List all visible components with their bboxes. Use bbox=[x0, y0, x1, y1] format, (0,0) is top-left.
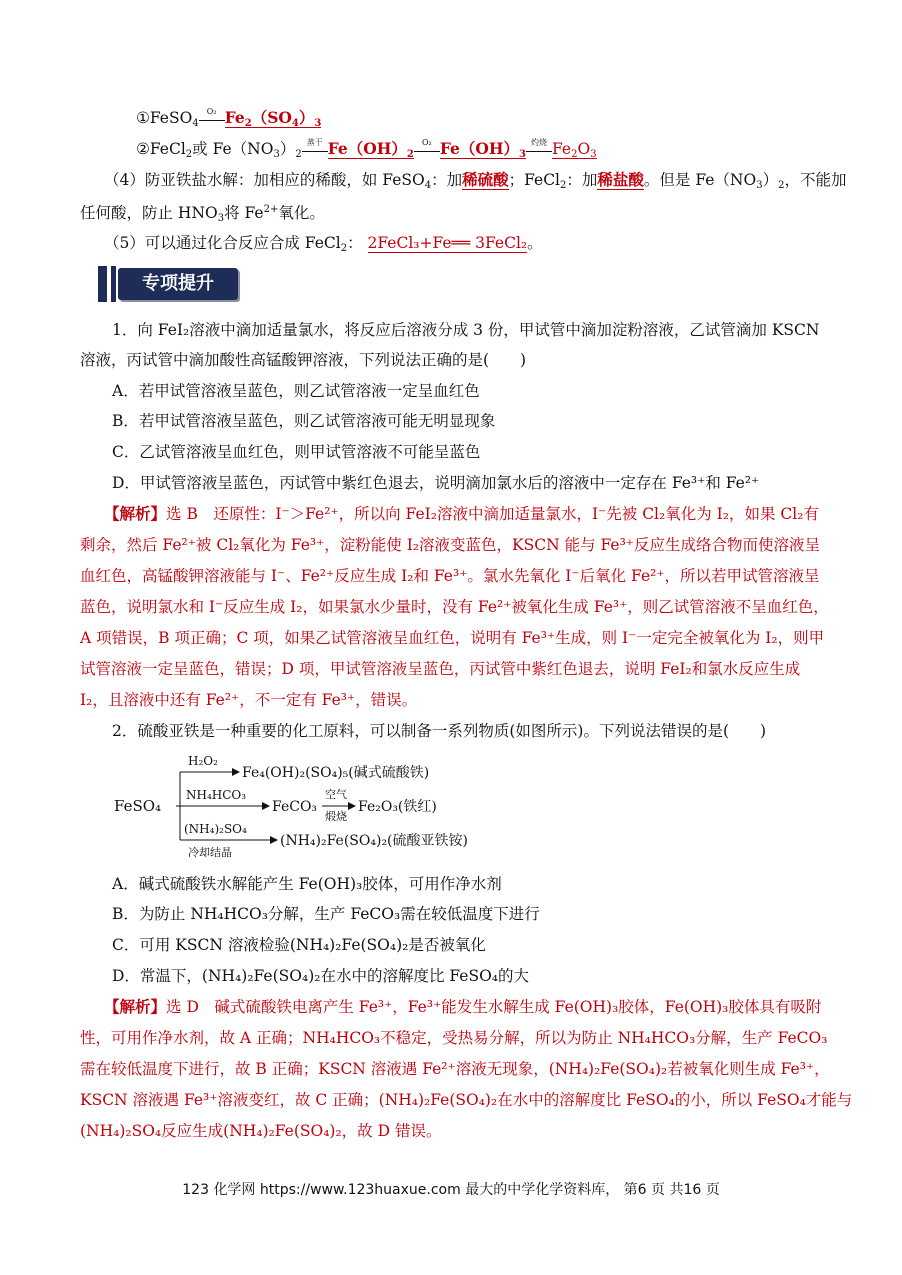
q1-analysis-line-6: 试管溶液一定呈蓝色，错误；D 项，甲试管溶液呈蓝色，丙试管中紫红色退去，说明 FeI₂和氯水反应生成 bbox=[80, 660, 801, 678]
section-banner-label: 专项提升 bbox=[142, 273, 214, 294]
diagram-condition-bottom: 煅烧 bbox=[325, 810, 347, 823]
q1-analysis-line-2: 剩余，然后 Fe²⁺被 Cl₂氧化为 Fe³⁺，淀粉能使 I₂溶液变蓝色，KSCN 能与 Fe³⁺反应生成络合物而使溶液呈 bbox=[80, 536, 820, 554]
q2-option-b: B．为防止 NH₄HCO₃分解，生产 FeCO₃需在较低温度下进行 bbox=[112, 905, 540, 923]
diagram-reagent-2: NH₄HCO₃ bbox=[186, 788, 247, 802]
q2-option-a: A．碱式硫酸铁水解能产生 Fe(OH)₃胶体，可用作净水剂 bbox=[112, 875, 502, 893]
reaction-2-product-2: $Fe(OH)_3$ bbox=[439, 139, 526, 160]
paragraph-4-line-2: 任何酸，防止 $HNO_3$将 $Fe^{2+}$氧化。 bbox=[80, 204, 325, 224]
q2-analysis-line-2: 性，可用作净水剂，故 A 正确；NH₄HCO₃不稳定，受热易分解，所以为防止 NH₄HCO₃分解，生产 FeCO₃ bbox=[80, 1029, 828, 1047]
arrow-icon: 灼烧 bbox=[526, 144, 552, 156]
q1-option-d: D．甲试管溶液呈蓝色，丙试管中紫红色退去，说明滴加氯水后的溶液中一定存在 Fe³⁺和 Fe²⁺ bbox=[112, 474, 760, 492]
reaction-line-2: ②FeCl$_2$或 $Fe(NO_3)_2$ 蒸干 $Fe(OH)_2$ O₂ $Fe(OH)_3$ 灼烧 $Fe_2O_3$ bbox=[136, 138, 597, 160]
diagram-intermediate: FeCO₃ bbox=[272, 799, 318, 815]
q1-analysis-line-4: 蓝色，说明氯水和 I⁻反应生成 I₂，如果氯水少量时，没有 Fe²⁺被氧化生成 Fe³⁺，则乙试管溶液不呈血红色， bbox=[80, 598, 829, 616]
dilute-hydrochloric-acid: 稀盐酸 bbox=[597, 170, 644, 189]
q1-option-a: A．若甲试管溶液呈蓝色，则乙试管溶液一定呈血红色 bbox=[112, 382, 480, 400]
q1-option-c: C．乙试管溶液呈血红色，则甲试管溶液不可能呈蓝色 bbox=[112, 443, 481, 461]
q1-analysis-line-3: 血红色，高锰酸钾溶液能与 I⁻、Fe²⁺反应生成 I₂和 Fe³⁺。氯水先氧化 I⁻后氧化 Fe²⁺，所以若甲试管溶液呈 bbox=[80, 567, 820, 585]
q1-stem-line-2: 溶液，丙试管中滴加酸性高锰酸钾溶液，下列说法正确的是( ) bbox=[80, 351, 527, 369]
reaction-2-product-3: $Fe_2O_3$ bbox=[552, 140, 597, 160]
q1-option-b: B．若甲试管溶液呈蓝色，则乙试管溶液可能无明显现象 bbox=[112, 412, 496, 430]
q2-option-d: D．常温下，(NH₄)₂Fe(SO₄)₂在水中的溶解度比 FeSO₄的大 bbox=[112, 967, 530, 985]
dilute-sulfuric-acid: 稀硫酸 bbox=[462, 170, 509, 189]
q2-analysis-line-4: KSCN 溶液遇 Fe³⁺溶液变红，故 C 正确；(NH₄)₂Fe(SO₄)₂在水中的溶解度比 FeSO₄的小，所以 FeSO₄才能与 bbox=[80, 1091, 853, 1109]
reaction-flow-diagram bbox=[112, 752, 472, 862]
arrow-icon: O₂ bbox=[199, 113, 225, 125]
analysis-tag: 【解析】 bbox=[104, 504, 167, 523]
diagram-condition-top: 空气 bbox=[325, 788, 347, 801]
diagram-reagent-1: H₂O₂ bbox=[188, 754, 218, 768]
diagram-condition-3: 冷却结晶 bbox=[188, 846, 232, 859]
reaction-2-product-1: $Fe(OH)_2$ bbox=[327, 139, 414, 160]
reaction-1-product: $Fe_2(SO_4)_3$ bbox=[224, 108, 322, 129]
diagram-product-3: (NH₄)₂Fe(SO₄)₂(硫酸亚铁铵) bbox=[280, 833, 468, 849]
section-banner bbox=[98, 266, 239, 302]
q1-analysis-line-1: 【解析】选 B 还原性：I⁻＞Fe²⁺，所以向 FeI₂溶液中滴加适量氯水，I⁻先被 Cl₂氧化为 I₂，如果 Cl₂有 bbox=[104, 504, 819, 523]
reaction-line-1: ①FeSO$_4$ O₂ $Fe_2(SO_4)_3$ bbox=[136, 107, 322, 129]
arrow-icon: 蒸干 bbox=[302, 144, 328, 156]
analysis-tag: 【解析】 bbox=[104, 997, 167, 1016]
q1-analysis-line-5: A 项错误，B 项正确；C 项，如果乙试管溶液呈血红色，说明有 Fe³⁺生成，则 I⁻一定完全被氧化为 I₂，则甲 bbox=[80, 629, 825, 647]
q1-analysis-line-7: I₂，且溶液中还有 Fe²⁺，不一定有 Fe³⁺，错误。 bbox=[80, 691, 418, 709]
page-footer: 123 化学网 https://www.123huaxue.com 最大的中学化学资料库， 第6 页 共16 页 bbox=[182, 1182, 720, 1198]
paragraph-5: （5）可以通过化合反应合成 FeCl$_2$： 2FeCl₃+Fe══ 3FeCl₂。 bbox=[104, 234, 543, 254]
q2-analysis-line-3: 需在较低温度下进行，故 B 正确；KSCN 溶液遇 Fe²⁺溶液无现象，(NH₄)₂Fe(SO₄)₂若被氧化则生成 Fe³⁺， bbox=[80, 1060, 830, 1078]
q1-stem-line-1: 1．向 FeI₂溶液中滴加适量氯水，将反应后溶液分成 3 份，甲试管中滴加淀粉溶液，乙试管滴加 KSCN bbox=[112, 321, 820, 339]
q2-stem: 2．硫酸亚铁是一种重要的化工原料，可以制备一系列物质(如图所示)。下列说法错误的是( ) bbox=[112, 722, 767, 740]
diagram-product-2: Fe₂O₃(铁红) bbox=[358, 799, 437, 815]
q2-analysis-line-5: (NH₄)₂SO₄反应生成(NH₄)₂Fe(SO₄)₂，故 D 错误。 bbox=[80, 1122, 442, 1140]
diagram-source: FeSO₄ bbox=[114, 797, 162, 815]
diagram-product-1: Fe₄(OH)₂(SO₄)₅(碱式硫酸铁) bbox=[242, 765, 430, 781]
diagram-reagent-3: (NH₄)₂SO₄ bbox=[184, 822, 247, 836]
arrow-icon: O₂ bbox=[414, 144, 440, 156]
q2-option-c: C．可用 KSCN 溶液检验(NH₄)₂Fe(SO₄)₂是否被氧化 bbox=[112, 936, 486, 954]
synthesis-equation: 2FeCl₃+Fe══ 3FeCl₂ bbox=[367, 234, 528, 252]
q2-analysis-line-1: 【解析】选 D 碱式硫酸铁电离产生 Fe³⁺，Fe³⁺能发生水解生成 Fe(OH)₃胶体，Fe(OH)₃胶体具有吸附 bbox=[104, 997, 822, 1016]
paragraph-4-line-1: （4）防亚铁盐水解：加相应的稀酸，如 FeSO$_4$：加稀硫酸；FeCl$_2$：加稀盐酸。但是 $Fe(NO_3)_2$，不能加 bbox=[104, 170, 847, 191]
